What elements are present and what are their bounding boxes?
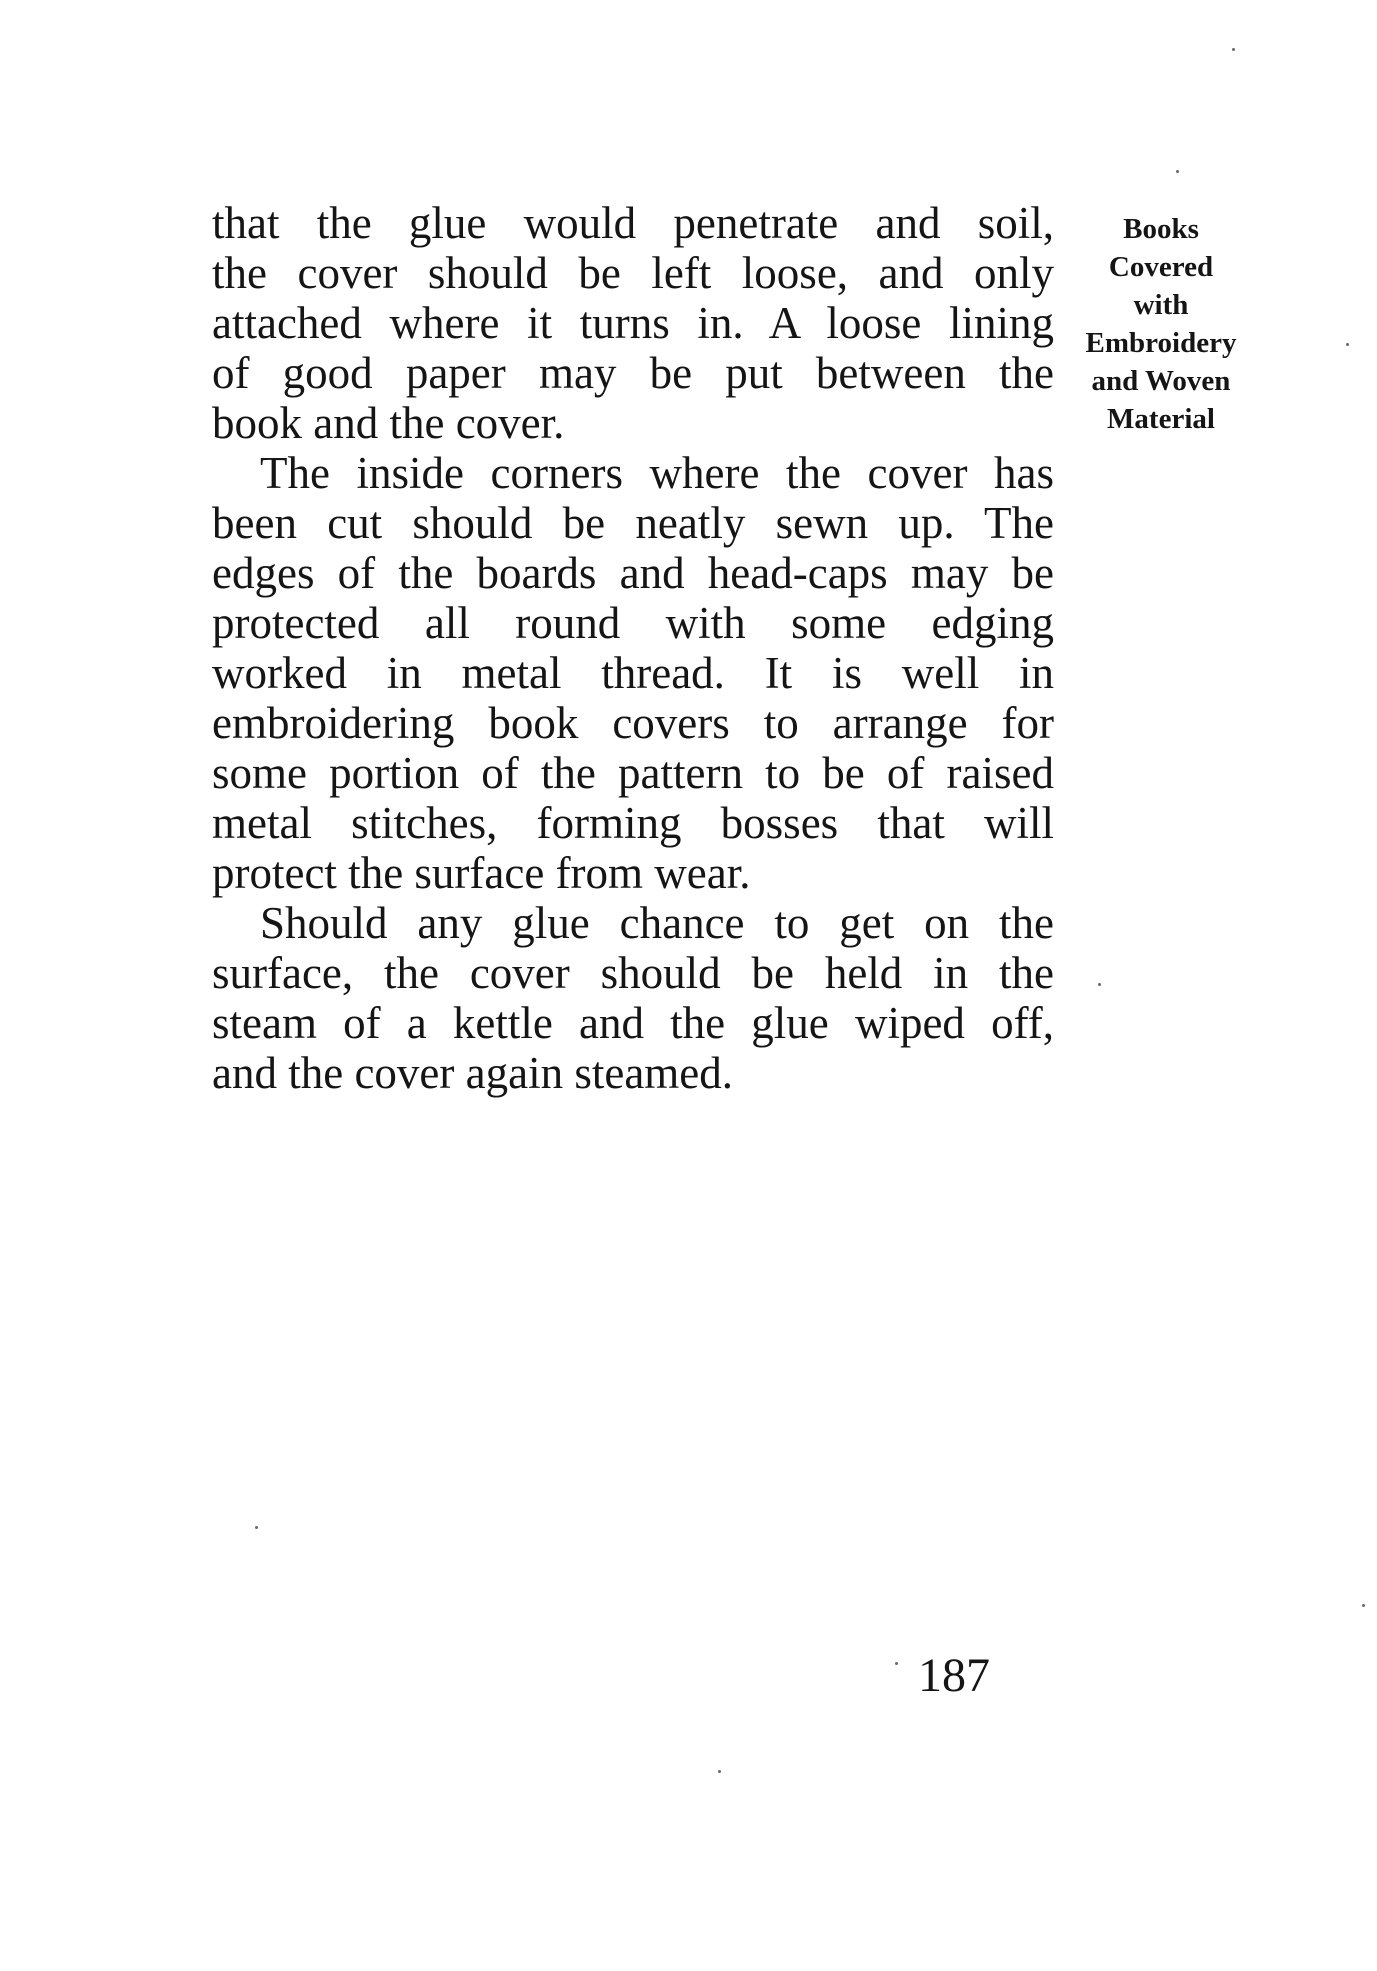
text-line: some portion of the pattern to be of raised bbox=[212, 748, 1054, 798]
scan-speck bbox=[255, 1526, 258, 1529]
scan-speck bbox=[1176, 170, 1179, 173]
text-line: and the cover again steamed. bbox=[212, 1048, 734, 1098]
page-number: 187 bbox=[918, 1649, 990, 1702]
marginal-note-line: and Woven bbox=[1091, 365, 1231, 397]
scan-speck bbox=[895, 1662, 898, 1665]
marginal-note-line: Books bbox=[1123, 213, 1199, 245]
text-line: steam of a kettle and the glue wiped off, bbox=[212, 998, 1054, 1048]
text-line: protected all round with some edging bbox=[212, 598, 1054, 648]
text-line: worked in metal thread. It is well in bbox=[212, 648, 1054, 698]
text-line: of good paper may be put between the bbox=[212, 348, 1054, 398]
marginal-note-line: Covered bbox=[1108, 251, 1214, 283]
text-line: been cut should be neatly sewn up. The bbox=[212, 498, 1054, 548]
text-line: edges of the boards and head-caps may be bbox=[212, 548, 1054, 598]
marginal-note-line: Embroidery bbox=[1085, 327, 1237, 359]
text-line: surface, the cover should be held in the bbox=[212, 948, 1054, 998]
text-line: protect the surface from wear. bbox=[212, 848, 751, 898]
text-line: book and the cover. bbox=[212, 398, 565, 448]
text-line: embroidering book covers to arrange for bbox=[212, 698, 1054, 748]
scan-speck bbox=[1346, 343, 1349, 346]
body-text bbox=[212, 198, 1054, 1098]
marginal-note-line: with bbox=[1133, 289, 1189, 321]
text-line: metal stitches, forming bosses that will bbox=[212, 798, 1054, 848]
marginal-note bbox=[1066, 210, 1256, 438]
marginal-note-line: Material bbox=[1107, 403, 1215, 435]
text-line: Should any glue chance to get on the bbox=[260, 898, 1054, 948]
scan-speck bbox=[1362, 1604, 1365, 1607]
text-line: attached where it turns in. A loose lining bbox=[212, 298, 1054, 348]
scan-speck bbox=[1232, 48, 1235, 51]
text-line: The inside corners where the cover has bbox=[260, 448, 1054, 498]
scan-speck bbox=[1098, 983, 1101, 986]
scan-speck bbox=[718, 1770, 721, 1773]
text-line: the cover should be left loose, and only bbox=[212, 248, 1054, 298]
text-line: that the glue would penetrate and soil, bbox=[212, 198, 1054, 248]
